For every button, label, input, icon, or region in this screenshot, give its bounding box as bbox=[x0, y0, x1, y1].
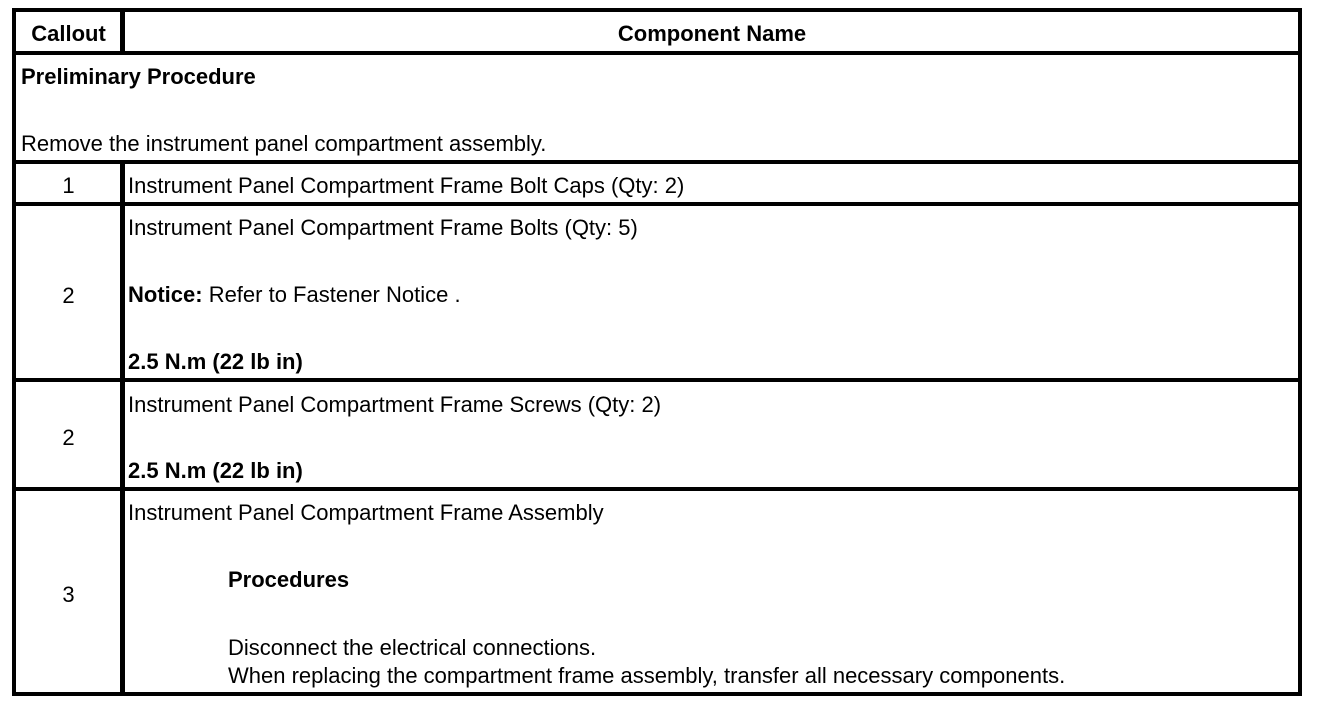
row-3-callout: 2 bbox=[62, 425, 75, 450]
row-3-divider bbox=[16, 487, 1298, 491]
preliminary-title: Preliminary Procedure bbox=[21, 64, 256, 89]
row-2-divider bbox=[16, 378, 1298, 382]
preliminary-divider bbox=[16, 160, 1298, 164]
row-1-name: Instrument Panel Compartment Frame Bolt Caps (Qty: 2) bbox=[128, 173, 685, 198]
header-column-divider bbox=[120, 12, 125, 52]
row-4-name: Instrument Panel Compartment Frame Assembly bbox=[128, 500, 604, 525]
row-1-callout: 1 bbox=[62, 173, 75, 198]
row-1-divider bbox=[16, 202, 1298, 206]
procedure-step-1: Disconnect the electrical connections. bbox=[228, 635, 597, 660]
header-component-name: Component Name bbox=[617, 21, 807, 46]
procedures-title: Procedures bbox=[228, 567, 350, 592]
row-3-torque: 2.5 N.m (22 lb in) bbox=[128, 458, 303, 483]
row-2-callout: 2 bbox=[62, 283, 75, 308]
row-2-notice bbox=[128, 282, 461, 308]
components-table bbox=[12, 8, 1302, 696]
notice-label: Notice: bbox=[128, 282, 203, 307]
row-4-callout: 3 bbox=[62, 582, 75, 607]
row-3-name: Instrument Panel Compartment Frame Screws (Qty: 2) bbox=[128, 392, 662, 417]
row-2-torque: 2.5 N.m (22 lb in) bbox=[128, 349, 303, 374]
header-callout: Callout bbox=[31, 21, 106, 46]
notice-text: Refer to Fastener Notice . bbox=[208, 282, 461, 307]
header-divider bbox=[16, 51, 1298, 55]
procedure-step-2: When replacing the compartment frame assembly, transfer all necessary components. bbox=[228, 663, 1066, 688]
row-2-name: Instrument Panel Compartment Frame Bolts (Qty: 5) bbox=[128, 215, 638, 240]
preliminary-text: Remove the instrument panel compartment assembly. bbox=[21, 131, 547, 156]
